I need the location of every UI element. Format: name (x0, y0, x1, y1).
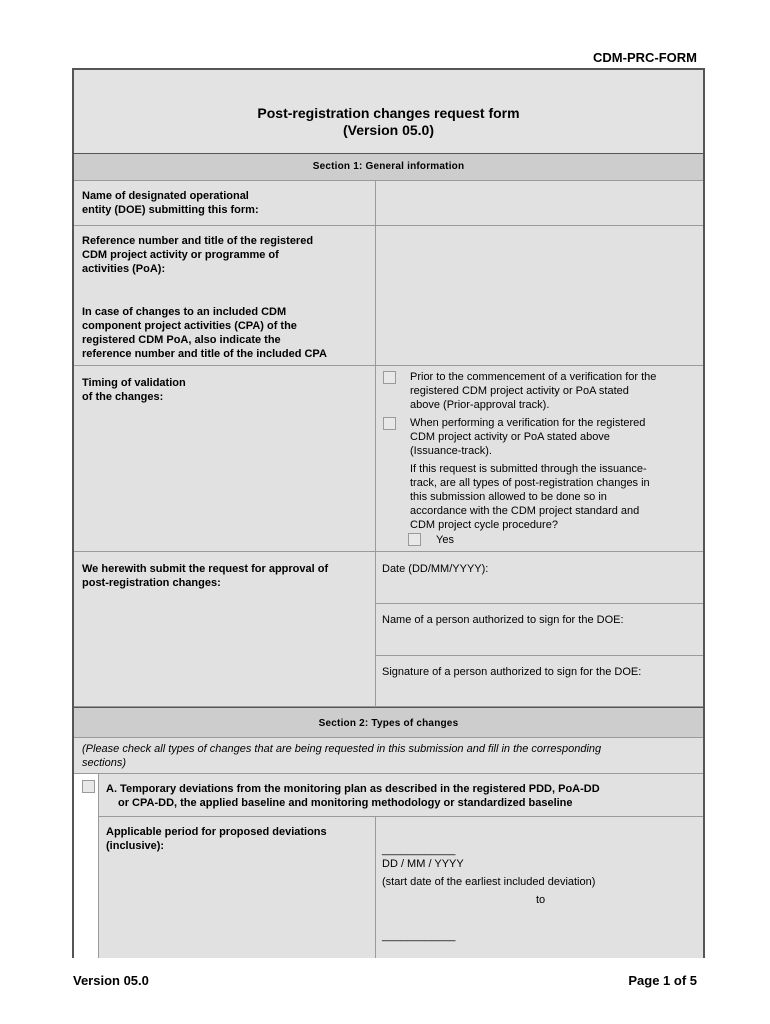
form-version: (Version 05.0) (342, 122, 435, 138)
submit-block (74, 552, 703, 707)
section2-instruction: (Please check all types of changes that are being requested in this submission and fill in the corresponding sections) (74, 738, 703, 774)
start-date-line[interactable]: ____________ (382, 844, 456, 856)
prior-approval-text: Prior to the commencement of a verification for the registered CDM project activity or PoA stated above (Prior-approval track). (410, 371, 657, 411)
reference-row (74, 226, 703, 366)
applicable-period-row (74, 817, 703, 958)
start-date-note: (start date of the earliest included deviation) (382, 876, 596, 888)
yes-checkbox[interactable] (408, 533, 421, 546)
form-frame (72, 68, 705, 958)
footer-version: Version 05.0 (73, 973, 149, 988)
footer-page: Page 1 of 5 (628, 973, 697, 988)
to-label: to (536, 894, 546, 906)
doe-label: Name of designated operational entity (DOE) submitting this form: (82, 190, 259, 216)
item-a-title: A. Temporary deviations from the monitoring plan as described in the registered PDD, PoA-DD or CPA-DD, the applied baseline and monitoring methodology or standardized baseline (106, 783, 600, 809)
doe-row (74, 181, 703, 226)
yes-label: Yes (436, 534, 454, 546)
start-date-format: DD / MM / YYYY (382, 858, 464, 870)
issuance-track-checkbox[interactable] (383, 417, 396, 430)
form-code: CDM-PRC-FORM (593, 50, 697, 65)
section2-heading: Section 2: Types of changes (74, 707, 703, 738)
section1-heading: Section 1: General information (74, 154, 703, 181)
prior-approval-checkbox[interactable] (383, 371, 396, 384)
item-a-row (74, 774, 703, 817)
submit-label: We herewith submit the request for approval of post-registration changes: (82, 563, 329, 589)
date-field[interactable]: Date (DD/MM/YYYY): (382, 563, 489, 575)
cpa-label: In case of changes to an included CDM component project activities (CPA) of the registered CDM PoA, also indicate the reference number and title of the included CPA (82, 306, 327, 360)
item-a-checkbox[interactable] (82, 780, 95, 793)
timing-label: Timing of validation of the changes: (82, 377, 186, 403)
authorized-name-field[interactable]: Name of a person authorized to sign for the DOE: (382, 614, 624, 626)
form-title (74, 70, 703, 154)
issuance-question: If this request is submitted through the issuance- track, are all types of post-registration changes in this submission allowed to be done so in accordance with the CDM project standard and CDM project cycle procedure? (410, 463, 650, 531)
end-date-line[interactable]: ____________ (382, 930, 456, 942)
issuance-track-text: When performing a verification for the registered CDM project activity or PoA stated above (Issuance-track). (410, 417, 646, 457)
signature-field[interactable]: Signature of a person authorized to sign for the DOE: (382, 666, 642, 678)
form-title-line1: Post-registration changes request form (257, 105, 520, 121)
reference-label: Reference number and title of the registered CDM project activity or programme of activities (PoA): (82, 235, 314, 275)
timing-row (74, 366, 703, 552)
applicable-period-label: Applicable period for proposed deviations (inclusive): (106, 826, 327, 852)
